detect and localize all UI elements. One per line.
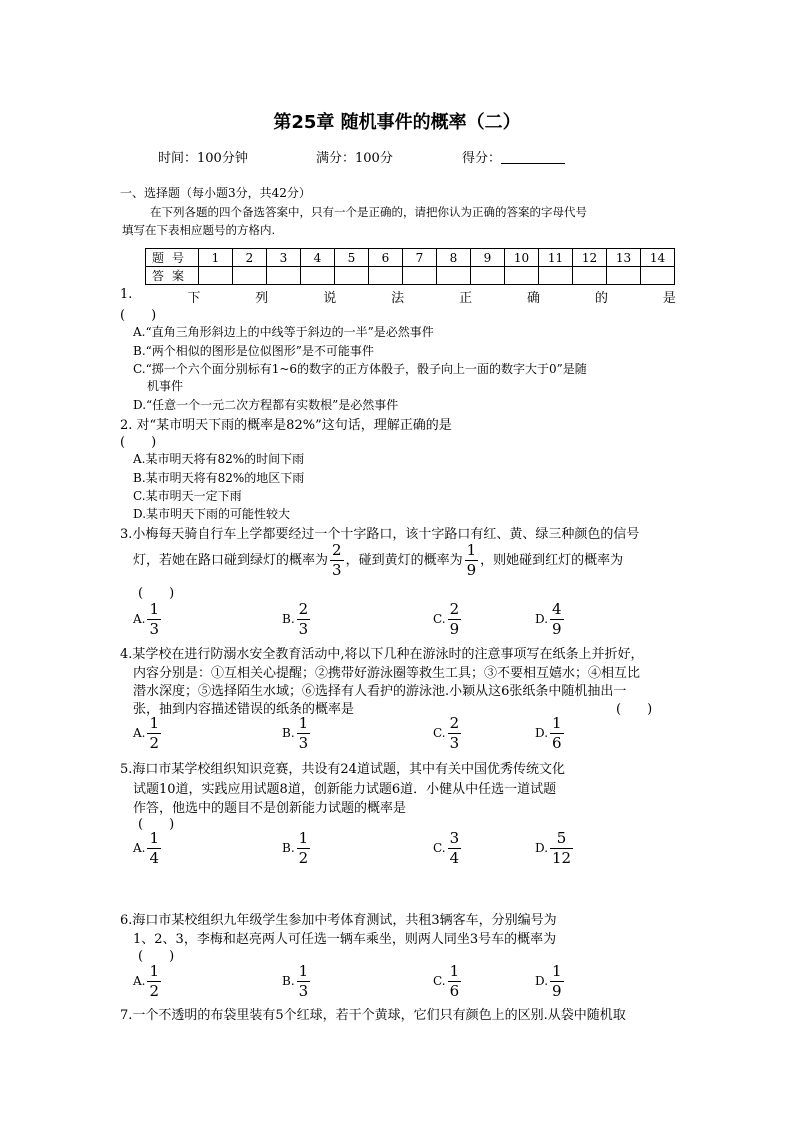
option-fraction [297, 716, 311, 751]
score-blank[interactable] [501, 149, 565, 164]
option-letter: A. [133, 612, 146, 626]
table-number: 1 [199, 249, 233, 267]
q1-option-b: B.“两个相似的图形是位似图形”是不可能事件 [133, 344, 374, 358]
numerator: 1 [298, 962, 309, 980]
q5-option-d [535, 831, 575, 866]
q4-paren: ( ) [616, 702, 653, 717]
q4-line-2: 内容分别是：①互相关心提醒；②携带好游泳圈等救生工具；③不要相互嬉水；④相互比 [133, 666, 641, 681]
q3-text: ，则她碰到红灯的概率为 [480, 553, 624, 568]
numerator: 5 [550, 831, 573, 849]
denominator: 9 [552, 982, 562, 1000]
q6-line-1: 6.海口市某校组织九年级学生参加中考体育测试，共租3辆客车，分别编号为 [120, 913, 557, 928]
numerator: 1 [149, 829, 160, 847]
denominator: 3 [298, 620, 309, 638]
option-letter: B. [282, 612, 295, 626]
answer-cell[interactable] [539, 267, 573, 285]
q1-char: 是 [662, 291, 676, 306]
option-letter: D. [535, 612, 549, 626]
table-number: 10 [505, 249, 539, 267]
denominator: 3 [332, 561, 342, 579]
answer-cell[interactable] [607, 267, 641, 285]
section-instruction-1: 在下列各题的四个备选答案中，只有一个是正确的，请把你认为正确的答案的字母代号 [150, 205, 587, 219]
denominator: 3 [298, 734, 309, 752]
answer-cell[interactable] [233, 267, 267, 285]
q3-text: ，碰到黄灯的概率为 [345, 553, 463, 568]
page-title: 第25章 随机事件的概率（二） [273, 112, 521, 133]
q4-line-3: 潜水深度；⑤选择陌生水域；⑥选择有人看护的游泳池.小颖从这6张纸条中随机抽出一 [133, 684, 627, 699]
q3-line-2 [133, 543, 623, 578]
q5-line-1: 5.海口市某学校组织知识竞赛，共设有24道试题，其中有关中国优秀传统文化 [120, 762, 565, 777]
option-fraction [297, 964, 311, 999]
table-number: 8 [437, 249, 471, 267]
option-letter: A. [133, 841, 146, 855]
numerator: 4 [552, 600, 562, 618]
score-label: 得分： [462, 151, 502, 166]
denominator: 4 [149, 849, 160, 867]
answer-cell[interactable] [199, 267, 233, 285]
denominator: 6 [449, 982, 460, 1000]
option-fraction [448, 831, 462, 866]
denominator: 3 [449, 734, 460, 752]
table-number: 9 [471, 249, 505, 267]
table-row-numbers [146, 249, 675, 267]
q4-line-1: 4.某学校在进行防溺水安全教育活动中,将以下几种在游泳时的注意事项写在纸条上并折好， [120, 647, 644, 662]
table-header-number: 题号 [146, 249, 199, 267]
option-letter: C. [433, 841, 446, 855]
option-fraction [147, 602, 161, 637]
q1-char: 法 [391, 291, 405, 306]
q3-text: 灯，若她在路口碰到绿灯的概率为 [133, 553, 329, 568]
q4-option-c [433, 716, 463, 751]
q2-option-d: D.某市明天下雨的可能性较大 [133, 507, 291, 521]
option-letter: A. [133, 726, 146, 740]
table-number: 5 [335, 249, 369, 267]
q1-char: 下 [187, 291, 201, 306]
answer-cell[interactable] [403, 267, 437, 285]
numerator: 2 [449, 714, 460, 732]
answer-cell[interactable] [641, 267, 675, 285]
option-letter: B. [282, 726, 295, 740]
option-letter: C. [433, 612, 446, 626]
denominator: 2 [298, 849, 309, 867]
denominator: 9 [466, 561, 477, 579]
q2-option-a: A.某市明天将有82%的时间下雨 [133, 452, 305, 466]
q3-line-1: 3.小梅每天骑自行车上学都要经过一个十字路口，该十字路口有红、黄、绿三种颜色的信号 [120, 527, 640, 542]
table-number: 6 [369, 249, 403, 267]
q2-option-b: B.某市明天将有82%的地区下雨 [133, 471, 305, 485]
numerator: 1 [149, 600, 160, 618]
q1-stem [120, 287, 676, 306]
table-number: 3 [267, 249, 301, 267]
option-letter: A. [133, 974, 146, 988]
numerator: 2 [298, 600, 309, 618]
denominator: 6 [552, 734, 562, 752]
q4-option-d [535, 716, 566, 751]
option-fraction [550, 602, 564, 637]
numerator: 2 [449, 600, 460, 618]
score-field [462, 147, 565, 166]
option-fraction [550, 964, 564, 999]
q1-option-d: D.“任意一个一元二次方程都有实数根”是必然事件 [133, 398, 399, 412]
q5-option-a [133, 831, 163, 866]
answer-cell[interactable] [267, 267, 301, 285]
score-total-label: 满分：100分 [316, 151, 393, 166]
numerator: 1 [552, 962, 562, 980]
denominator: 3 [298, 982, 309, 1000]
q1-paren: ( ) [120, 308, 157, 323]
numerator: 1 [466, 541, 477, 559]
option-letter: C. [433, 726, 446, 740]
q2-option-c: C.某市明天一定下雨 [133, 489, 242, 503]
q1-char: 正 [459, 291, 473, 306]
table-row-answers [146, 267, 675, 285]
q7-line-1: 7.一个不透明的布袋里装有5个红球，若干个黄球，它们只有颜色上的区别.从袋中随机取 [120, 1008, 626, 1023]
q2-paren: ( ) [120, 435, 157, 450]
q3-paren: ( ) [138, 586, 175, 601]
q1-option-c-cont: 机事件 [147, 379, 184, 393]
option-letter: B. [282, 841, 295, 855]
q6-line-2: 1、2、3，李梅和赵亮两人可任选一辆车乘坐，则两人同坐3号车的概率为 [133, 932, 557, 947]
q5-option-c [433, 831, 463, 866]
q2-stem: 2. 对“某市明天下雨的概率是82%”这句话，理解正确的是 [120, 418, 452, 433]
denominator: 2 [149, 982, 160, 1000]
q1-option-c: C.“掷一个六个面分别标有1~6的数字的正方体骰子，骰子向上一面的数字大于0”是随 [133, 362, 587, 376]
numerator: 1 [149, 962, 160, 980]
q3-option-b [282, 602, 312, 637]
q1-char: 说 [323, 291, 337, 306]
answer-cell[interactable] [437, 267, 471, 285]
q1-option-a: A.“直角三角形斜边上的中线等于斜边的一半”是必然事件 [133, 325, 434, 339]
denominator: 9 [552, 620, 562, 638]
option-fraction [147, 831, 161, 866]
answer-cell[interactable] [335, 267, 369, 285]
option-fraction [147, 716, 161, 751]
q3-option-c [433, 602, 463, 637]
denominator: 4 [449, 849, 460, 867]
q1-char: 确 [527, 291, 541, 306]
q6-option-b [282, 964, 312, 999]
section-instruction-2: 填写在下表相应题号的方格内. [122, 223, 276, 237]
option-fraction [297, 602, 311, 637]
table-header-answer: 答案 [146, 267, 199, 285]
numerator: 3 [449, 829, 460, 847]
table-number: 14 [641, 249, 675, 267]
q3-option-d [535, 602, 566, 637]
q5-line-2: 试题10道，实践应用试题8道，创新能力试题6道．小健从中任选一道试题 [133, 782, 557, 797]
table-number: 12 [573, 249, 607, 267]
numerator: 1 [149, 714, 160, 732]
numerator: 1 [298, 714, 309, 732]
q1-char: 列 [255, 291, 269, 306]
q6-paren: ( ) [138, 949, 175, 964]
q3-option-a [133, 602, 163, 637]
option-letter: D. [535, 726, 549, 740]
q5-option-b [282, 831, 312, 866]
q6-option-d [535, 964, 566, 999]
table-number: 2 [233, 249, 267, 267]
denominator: 2 [149, 734, 160, 752]
q5-paren: ( ) [138, 817, 175, 832]
denominator: 12 [552, 849, 572, 867]
answer-cell[interactable] [301, 267, 335, 285]
answer-cell[interactable] [505, 267, 539, 285]
option-fraction [297, 831, 311, 866]
option-fraction [448, 716, 462, 751]
option-letter: C. [433, 974, 446, 988]
denominator: 9 [449, 620, 460, 638]
table-number: 11 [539, 249, 573, 267]
q1-char: 的 [594, 291, 608, 306]
option-fraction [448, 964, 462, 999]
numerator: 1 [298, 829, 309, 847]
q3-yellow-fraction [465, 543, 479, 578]
answer-cell[interactable] [369, 267, 403, 285]
denominator: 3 [149, 620, 160, 638]
numerator: 1 [552, 714, 562, 732]
option-letter: B. [282, 974, 295, 988]
option-fraction [550, 716, 564, 751]
q3-green-fraction [330, 543, 344, 578]
q4-line-4: 张，抽到内容描述错误的纸条的概率是 [133, 702, 355, 717]
q6-option-a [133, 964, 163, 999]
section-heading: 一、选择题（每小题3分，共42分） [120, 186, 311, 200]
q1-number: 1. [120, 287, 133, 302]
answer-cell[interactable] [471, 267, 505, 285]
option-fraction [550, 831, 573, 866]
q4-option-b [282, 716, 312, 751]
answer-table [145, 248, 675, 285]
table-number: 13 [607, 249, 641, 267]
q4-option-a [133, 716, 163, 751]
option-fraction [147, 964, 161, 999]
option-fraction [448, 602, 462, 637]
numerator: 1 [449, 962, 460, 980]
table-number: 7 [403, 249, 437, 267]
q5-line-3: 作答，他选中的题目不是创新能力试题的概率是 [133, 801, 407, 816]
option-letter: D. [535, 841, 549, 855]
table-number: 4 [301, 249, 335, 267]
numerator: 2 [332, 541, 342, 559]
time-label: 时间：100分钟 [158, 151, 248, 166]
q6-option-c [433, 964, 463, 999]
answer-cell[interactable] [573, 267, 607, 285]
option-letter: D. [535, 974, 549, 988]
